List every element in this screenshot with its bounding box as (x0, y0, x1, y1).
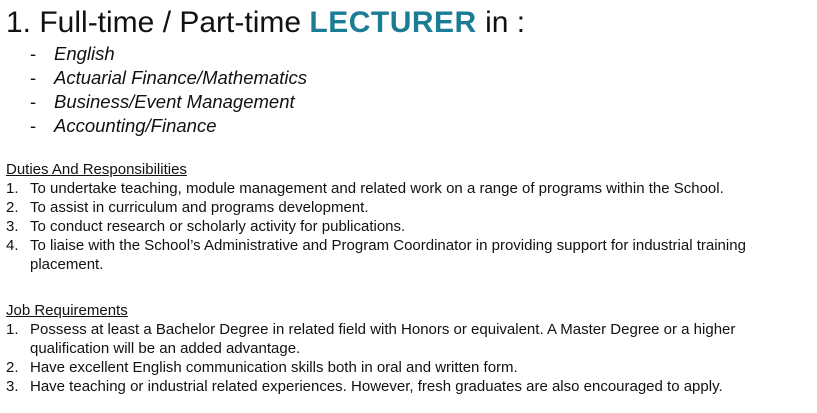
subject-item: - Actuarial Finance/Mathematics (30, 67, 307, 88)
duty-item: 3. To conduct research or scholarly activity for publications. (6, 218, 406, 235)
subject-list (30, 42, 307, 138)
duties-title: Duties And Responsibilities (6, 161, 187, 178)
duties-list (6, 179, 814, 274)
duty-item: 1. To undertake teaching, module management and related work on a range of programs within the School. (6, 180, 724, 197)
requirement-item: 1. Possess at least a Bachelor Degree in related field with Honors or equivalent. A Master Degree or a higher qualification will be an added advantage. (6, 321, 736, 357)
requirement-item: 3. Have teaching or industrial related experiences. However, fresh graduates are also encouraged to apply. (6, 378, 723, 395)
subject-item: - Business/Event Management (30, 91, 295, 112)
requirement-item: 2. Have excellent English communication skills both in oral and written form. (6, 359, 518, 376)
page-heading (6, 4, 525, 42)
heading-suffix: in : (476, 6, 526, 39)
duty-item: 2. To assist in curriculum and programs development. (6, 199, 369, 216)
subject-item: - Accounting/Finance (30, 115, 217, 136)
subject-item: - English (30, 43, 115, 64)
requirements-title: Job Requirements (6, 302, 128, 319)
requirements-list (6, 320, 814, 396)
heading-accent: LECTURER (309, 6, 477, 39)
heading-prefix: 1. Full-time / Part-time (6, 6, 310, 39)
duty-item: 4. To liaise with the School’s Administrative and Program Coordinator in providing support for industrial training placement. (6, 237, 746, 273)
